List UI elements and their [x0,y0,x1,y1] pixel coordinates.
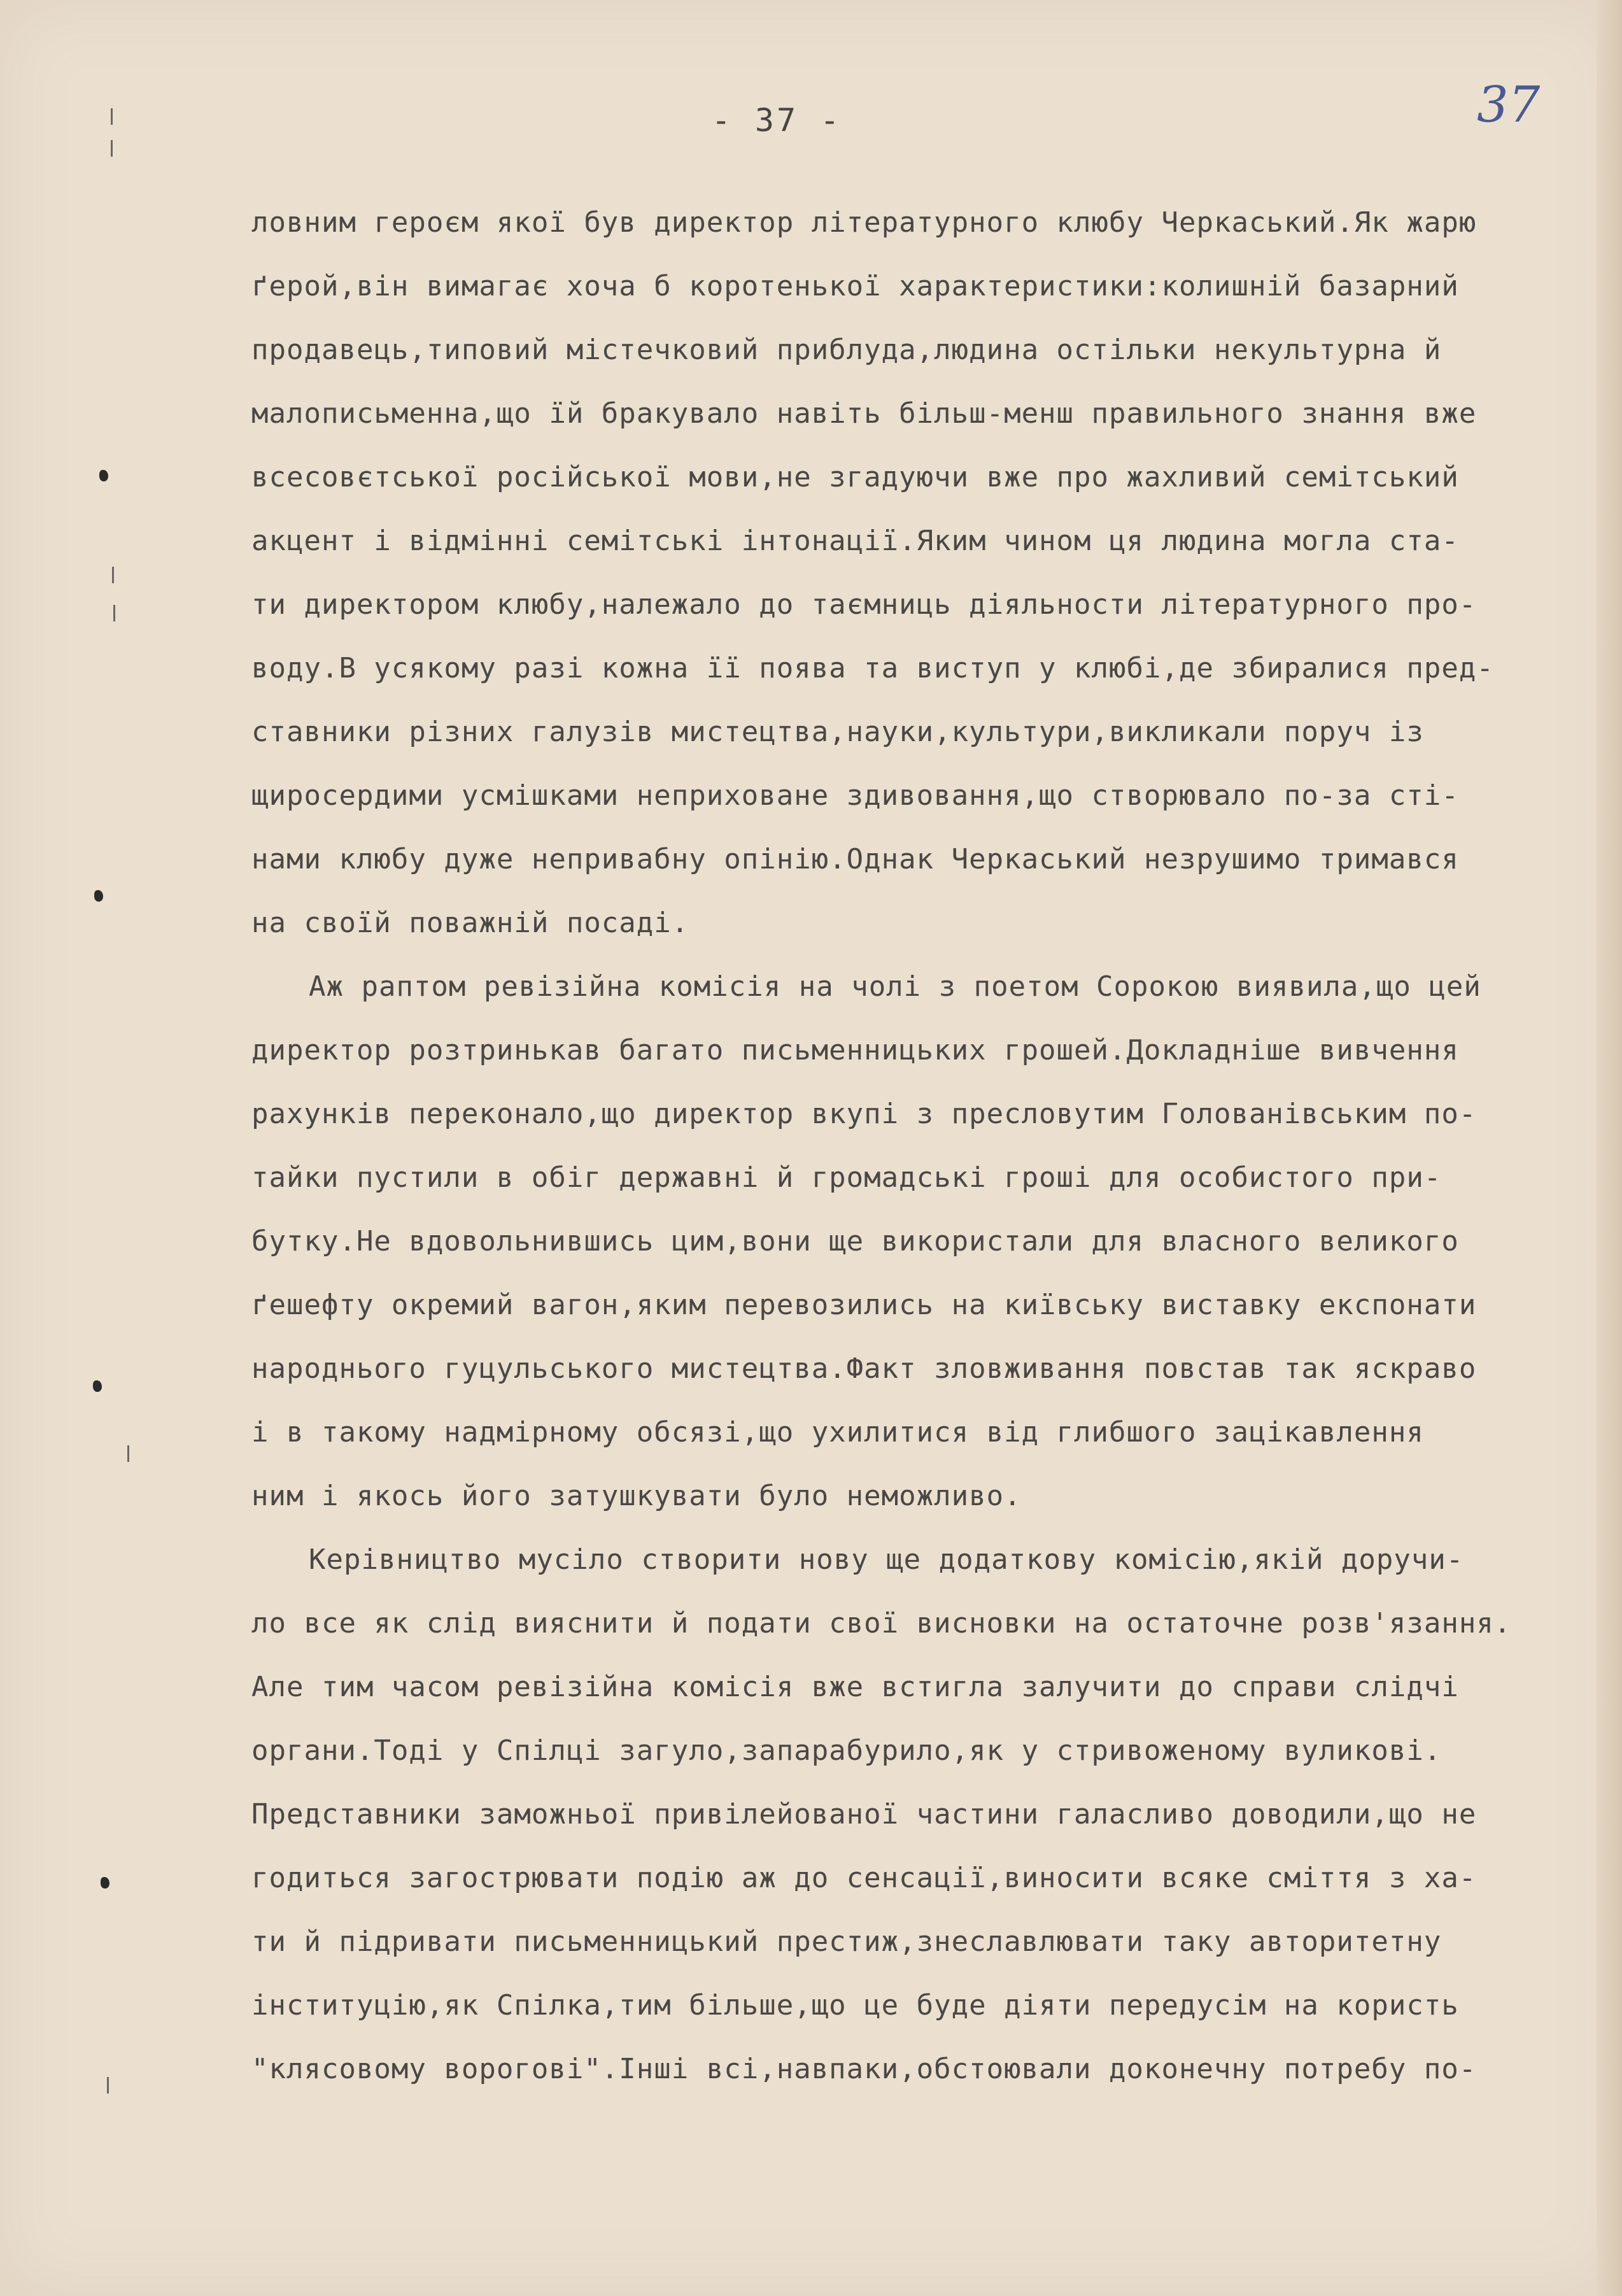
text-line: Але тим часом ревізійна комісія вже встигла залучити до справи слідчі [251,1671,1459,1703]
text-line: ло все як слід вияснити й подати свої висновки на остаточне розв'язання. [251,1607,1512,1640]
margin-tick [127,1445,129,1462]
text-line: ловним героєм якої був директор літературного клюбу Черкаський.Як жарю [251,206,1477,239]
text-line: директор розтринькав багато письменницьких грошей.Докладніше вивчення [251,1034,1459,1067]
text-line: нами клюбу дуже непривабну опінію.Однак Черкаський незрушимо тримався [251,843,1459,875]
margin-tick [111,140,113,157]
binding-hole-mark [94,890,103,902]
text-line: Керівництво мусіло створити нову ще додаткову комісію,якій доручи- [309,1543,1464,1576]
text-line: акцент і відмінні семітські інтонації.Яким чином ця людина могла ста- [251,525,1459,557]
text-line: годиться загострювати подію аж до сенсації,виносити всяке сміття з ха- [251,1862,1477,1894]
margin-tick [107,2077,109,2094]
text-line: тайки пустили в обіг державні й громадські гроші для особистого при- [251,1161,1442,1194]
text-line: воду.В усякому разі кожна її поява та виступ у клюбі,де збиралися пред- [251,652,1494,684]
margin-tick [113,605,115,621]
text-line: ґерой,він вимагає хоча б коротенької характеристики:колишній базарний [251,270,1459,302]
text-line: ти й підривати письменницький престиж,знеславлювати таку авторитетну [251,1925,1442,1958]
text-line: Аж раптом ревізійна комісія на чолі з поетом Сорокою виявила,що цей [309,970,1481,1003]
text-line: продавець,типовий містечковий приблуда,людина остільки некультурна й [251,334,1442,366]
margin-tick [111,108,113,125]
archive-page-number: 37 [1477,76,1541,134]
text-line: ставники різних галузів мистецтва,науки,культури,викликали поруч із [251,716,1424,748]
text-line: органи.Тоді у Спілці загуло,запарабурило,як у стривоженому вуликові. [251,1734,1442,1767]
text-line: ним і якось його затушкувати було неможливо. [251,1480,1022,1512]
paragraph-container [251,191,1582,2101]
text-line: бутку.Не вдовольнившись цим,вони ще використали для власного великого [251,1225,1459,1258]
text-line: ґешефту окремий вагон,яким перевозились на київську виставку експонати [251,1289,1477,1321]
text-line: і в такому надмірному обсязі,що ухилитися від глибшого зацікавлення [251,1416,1424,1449]
text-line: інституцію,як Спілка,тим більше,що це буде діяти передусім на користь [251,1989,1459,2022]
text-line: малописьменна,що їй бракувало навіть більш-менш правильного знання вже [251,397,1477,430]
text-line: народнього гуцульського мистецтва.Факт зловживання повстав так яскраво [251,1352,1477,1385]
text-line: всесовєтської російської мови,не згадуючи вже про жахливий семітський [251,461,1459,493]
text-line: рахунків переконало,що директор вкупі з пресловутим Голованівським по- [251,1098,1477,1130]
margin-tick [112,567,114,583]
text-line: "клясовому ворогові".Інші всі,навпаки,обстоювали доконечну потребу по- [251,2053,1477,2085]
binding-hole-mark [93,1380,102,1392]
typed-text-body [251,191,1582,2101]
text-line: ти директором клюбу,належало до таємниць діяльности літературного про- [251,588,1477,621]
page-edge [1597,0,1622,2296]
text-line: на своїй поважній посаді. [251,907,689,939]
binding-hole-mark [99,470,108,481]
page-number: - 37 - [711,102,842,139]
text-line: Представники заможньої привілейованої частини галасливо доводили,що не [251,1798,1477,1831]
binding-hole-mark [101,1877,109,1889]
text-line: щиросердими усмішками неприховане здивовання,що створювало по-за сті- [251,779,1459,812]
